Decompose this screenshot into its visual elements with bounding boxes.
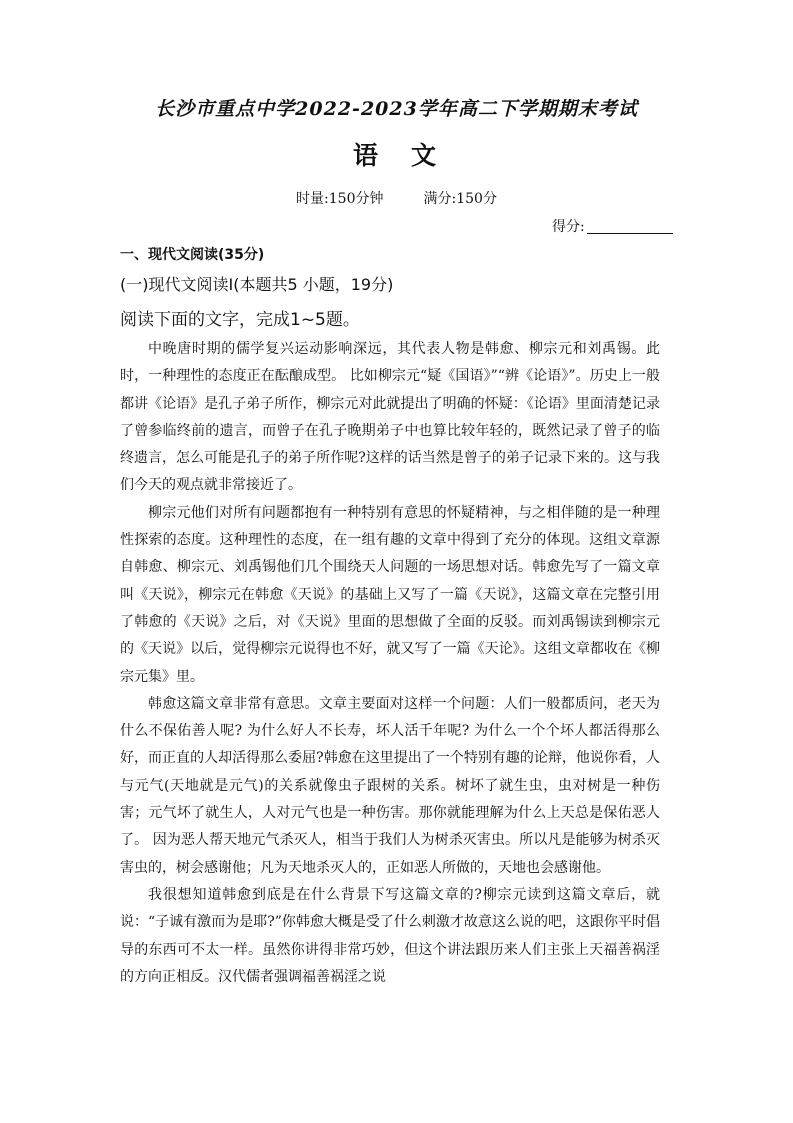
passage-paragraph-1: 中晚唐时期的儒学复兴运动影响深远，其代表人物是韩愈、柳宗元和刘禹锡。此时，一种理性的态度正在酝酿成型。 比如柳宗元“疑《国语》”“辨《论语》”。历史上一般都讲《论语》是孔子弟子所作，柳宗元对此就提出了明确的怀疑：《论语》里面清楚记录了曾参临终前的遗言，而曾子在孔子晚期弟子中也算比较年轻的，既然记录了曾子的临终遗言，怎么可能是孔子的弟子所作呢?这样的话当然是曾子的弟子记录下来的。这与我们今天的观点就非常接近了。 bbox=[120, 341, 660, 494]
score-label: 得分: bbox=[552, 219, 585, 235]
section-subheading: (一)现代文阅读Ⅰ(本题共5 小题，19分) bbox=[120, 275, 394, 294]
passage-paragraph-4: 我很想知道韩愈到底是在什么背景下写这篇文章的?柳宗元读到这篇文章后，就说：“子诚有激而为是耶?”你韩愈大概是受了什么刺激才故意这么说的吧，这跟你平时倡导的东西可不太一样。虽然你讲得非常巧妙，但这个讲法跟历来人们主张上天福善祸淫的方向正相反。汉代儒者强调福善祸淫之说 bbox=[120, 886, 660, 985]
score-field bbox=[552, 216, 673, 236]
subject-title: 语 文 bbox=[352, 141, 440, 170]
passage-paragraph-3: 韩愈这篇文章非常有意思。文章主要面对这样一个问题：人们一般都质问，老天为什么不保佑善人呢? 为什么好人不长寿，坏人活千年呢? 为什么一个个坏人都活得那么好，而正直的人却活得那么委屈?韩愈在这里提出了一个特别有趣的论辩，他说你看，人与元气(天地就是元气)的关系就像虫子跟树的关系。树坏了就生虫，虫对树是一种伤害；元气坏了就生人，人对元气也是一种伤害。那你就能理解为什么上天总是保佑恶人了。 因为恶人帮天地元气杀灭人，相当于我们人为树杀灭害虫。所以凡是能够为树杀灭害虫的，树会感谢他；凡为天地杀灭人的，正如恶人所做的，天地也会感谢他。 bbox=[120, 695, 660, 876]
passage-paragraph-2: 柳宗元他们对所有问题都抱有一种特别有意思的怀疑精神，与之相伴随的是一种理性探索的态度。这种理性的态度，在一组有趣的文章中得到了充分的体现。这组文章源自韩愈、柳宗元、刘禹锡他们几个围绕天人问题的一场思想对话。韩愈先写了一篇文章叫《天说》，柳宗元在韩愈《天说》的基础上又写了一篇《天说》，这篇文章在完整引用了韩愈的《天说》之后，对《天说》里面的思想做了全面的反驳。而刘禹锡读到柳宗元的《天说》以后，觉得柳宗元说得也不好，就又写了一篇《天论》。这组文章都收在《柳宗元集》里。 bbox=[120, 504, 660, 685]
section-heading-part1: 一、现代文阅读(35分) bbox=[120, 247, 265, 263]
score-blank-line bbox=[587, 233, 673, 234]
time-label: 时量:150分钟 bbox=[296, 191, 384, 207]
exam-meta bbox=[0, 188, 793, 208]
full-score-label: 满分:150分 bbox=[423, 191, 497, 207]
instruction-text: 阅读下面的文字，完成1~5题。 bbox=[120, 310, 360, 330]
reading-passage bbox=[120, 336, 660, 991]
exam-title: 长沙市重点中学2022-2023学年高二下学期期末考试 bbox=[155, 98, 638, 120]
